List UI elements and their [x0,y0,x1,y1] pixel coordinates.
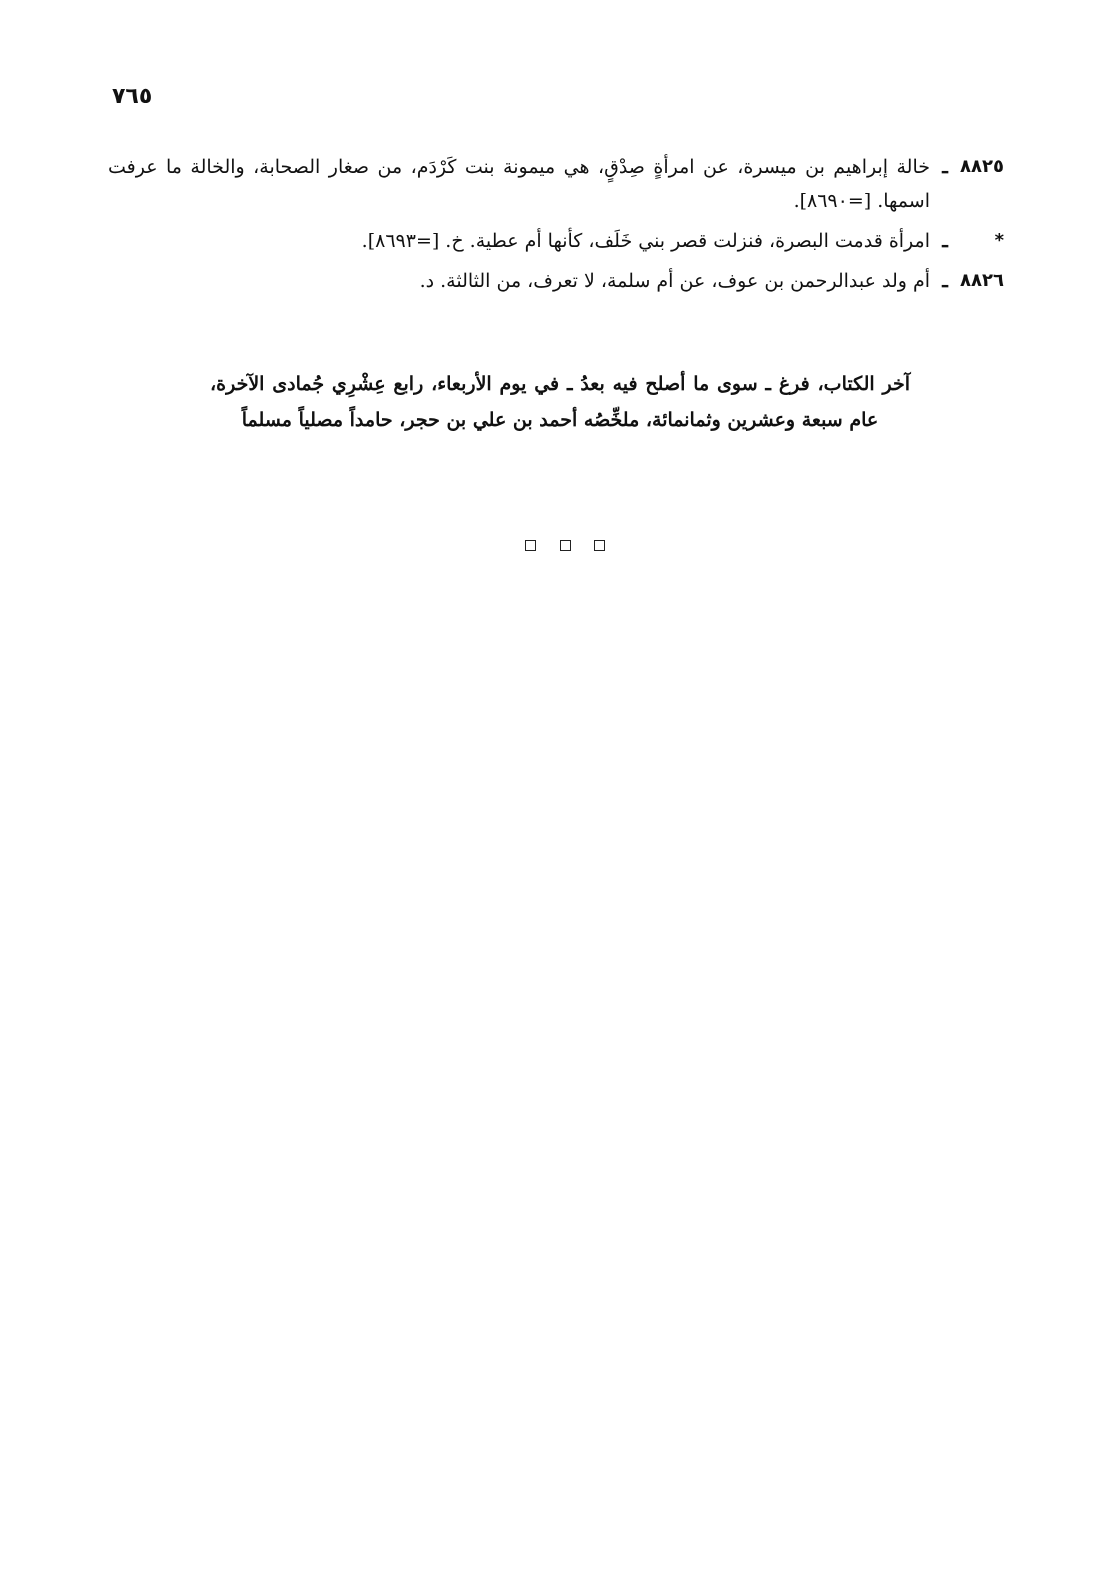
entry-text: امرأة قدمت البصرة، فنزلت قصر بني خَلَف، كأنها أم عطية. خ. [=٨٦٩٣]. [361,230,930,252]
square-ornament-icon [560,540,571,551]
page-number: ٧٦٥ [112,84,153,109]
entry-star [108,224,1004,258]
entry-dash: ـ [942,270,948,292]
entries-list [108,150,1004,304]
entry-dash: ـ [942,230,948,252]
entry-8825 [108,150,1004,218]
entry-8826 [108,264,1004,298]
square-ornament-icon [594,540,605,551]
entry-text: خالة إبراهيم بن ميسرة، عن امرأةٍ صِدْقٍ، هي ميمونة بنت كَرْدَم، من صغار الصحابة، والخالة ما عرفت اسمها. [=٨٦٩٠]. [108,156,930,212]
square-ornament-icon [525,540,536,551]
entry-marker: * [994,230,1004,251]
entry-text: أم ولد عبدالرحمن بن عوف، عن أم سلمة، لا تعرف، من الثالثة. د. [419,270,930,292]
entry-dash: ـ [942,156,948,178]
end-ornament [525,540,605,551]
colophon: آخر الكتاب، فرغ ـ سوى ما أصلح فيه بعدُ ـ في يوم الأربعاء، رابع عِشْرِي جُمادى الآخرة، عام سبعة وعشرين وثمانمائة، ملخِّصُه أحمد بن علي بن حجر، حامداً مصلياً مسلماً [210,373,910,431]
entry-number: ٨٨٢٦ [960,270,1004,291]
entry-number: ٨٨٢٥ [960,156,1004,177]
